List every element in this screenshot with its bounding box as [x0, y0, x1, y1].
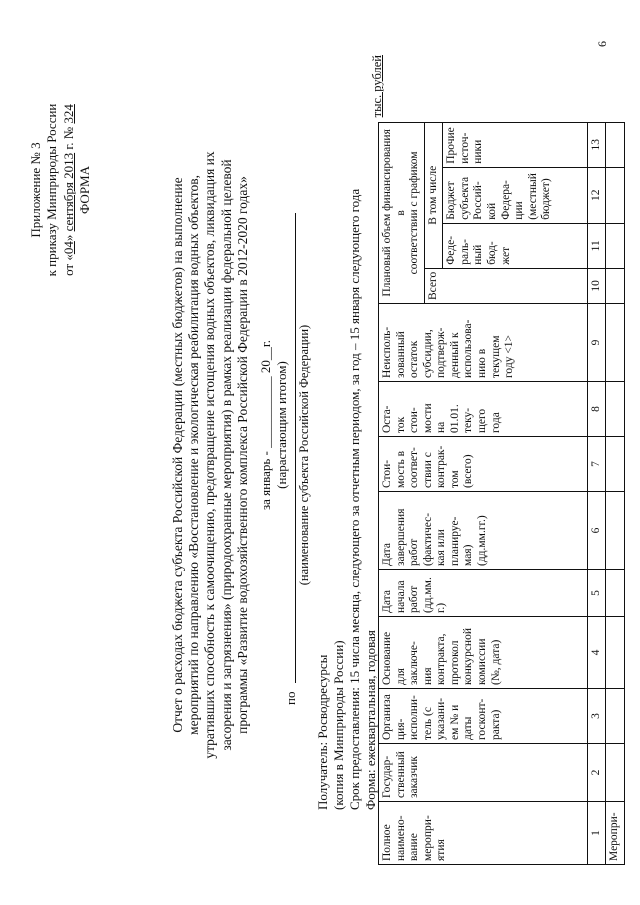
column-number: 10: [588, 268, 606, 303]
recipient-info: [315, 188, 378, 810]
recipient-line: Получатель: Росводресурсы: [315, 654, 330, 810]
subject-fill-line: [295, 213, 296, 683]
form-frequency-line: Форма: ежеквартальная, годовая: [362, 630, 378, 810]
header-cell-basis: Основание для заключе- ния контракта, протокол конкурсной комиссии (№, дата): [379, 617, 588, 689]
header-cell-total: Всего: [424, 268, 588, 303]
header-cell-including: В том числе: [424, 122, 443, 268]
subject-field: [283, 205, 311, 705]
title-line: утративших способность к самоочищению, предотвращение истощения водных объектов, ликвидация их: [202, 151, 218, 759]
column-number: 4: [588, 617, 606, 689]
units-label: тыс. рублей: [370, 55, 384, 118]
form-label: ФОРМА: [76, 166, 92, 214]
period-caption: (нарастающим итогом): [273, 361, 289, 489]
appendix-order-date: от «04» сентября 2013 г. № 324: [60, 104, 76, 276]
column-number: 1: [588, 802, 606, 865]
column-number: 3: [588, 689, 606, 744]
subject-caption: (наименование субъекта Российской Федерации): [297, 324, 311, 586]
column-number: 9: [588, 304, 606, 382]
column-number-row: [588, 122, 606, 864]
header-cell-balance: Оста- ток стои- мости на 01.01. теку- щего года: [379, 382, 588, 437]
column-number: 13: [588, 122, 606, 167]
column-number: 5: [588, 570, 606, 617]
page-number: 6: [595, 41, 609, 47]
title-line: засорения и загрязнения» (природоохранные мероприятия) в рамках реализации федеральной целевой: [218, 159, 234, 751]
report-table: [378, 122, 625, 865]
title-line: Отчет о расходах бюджета субъекта Российской Федерации (местных бюджетов) на выполнение: [170, 177, 185, 733]
header-cell-plan-group: Плановый объем финансирования в соответствии с графиком: [379, 122, 425, 303]
column-number: 6: [588, 492, 606, 570]
column-number: 8: [588, 382, 606, 437]
title-line: программы «Развитие водохозяйственного комплекса Российской Федерации в 2012-2020 годах»: [234, 176, 250, 734]
header-cell-customer: Государ- ственный заказчик: [379, 744, 588, 802]
appendix-header: [28, 35, 93, 345]
column-number: 7: [588, 437, 606, 492]
column-number: 2: [588, 744, 606, 802]
header-cell-regional: Бюджет субъекта Россий- кой Федера- ции (местный бюджет): [443, 167, 588, 223]
recipient-copy-line: (копия в Минприроды России): [330, 640, 346, 810]
header-cell-other: Прочие источ- ники: [443, 122, 588, 167]
header-cell-contract-cost: Стои- мость в соответ- ствии с контрак- том (всего): [379, 437, 588, 492]
header-cell-federal: Феде- раль- ный бюд- жет: [443, 223, 588, 268]
header-cell-contractor: Организа ция- исполни- тель (с указани- ем № и даты госконт- ракта): [379, 689, 588, 744]
title-line: мероприятий по направлению «Восстановление и экологическая реабилитация водных объектов,: [186, 175, 202, 735]
appendix-order-ref: к приказу Минприроды России: [44, 103, 60, 277]
header-cell-full-name: Полное наимено- вание меропри- ятия: [379, 802, 588, 865]
deadline-line: Срок предоставления: 15 числа месяца, следующего за отчетным периодом, за год – 15 января следующего года: [346, 188, 362, 810]
period-line: за январь - ___________ 20__г.: [258, 340, 273, 510]
column-number: 11: [588, 223, 606, 268]
subject-prefix: по: [283, 691, 298, 705]
column-number: 12: [588, 167, 606, 223]
report-title: [170, 45, 251, 865]
table-row-label: Меропри-: [606, 802, 625, 865]
header-cell-start-date: Дата начала работ (дд.мм. г.): [379, 570, 588, 617]
table-row: [606, 122, 625, 864]
appendix-number: Приложение № 3: [28, 142, 43, 238]
header-cell-end-date: Дата завершения работ (фактичес- кая или планируе- мая) (дд.мм.гг.): [379, 492, 588, 570]
header-cell-unused-subsidy: Неисполь- зованный остаток субсидии, подтверж- денный к использова- нию в текущем году <1>: [379, 304, 588, 382]
